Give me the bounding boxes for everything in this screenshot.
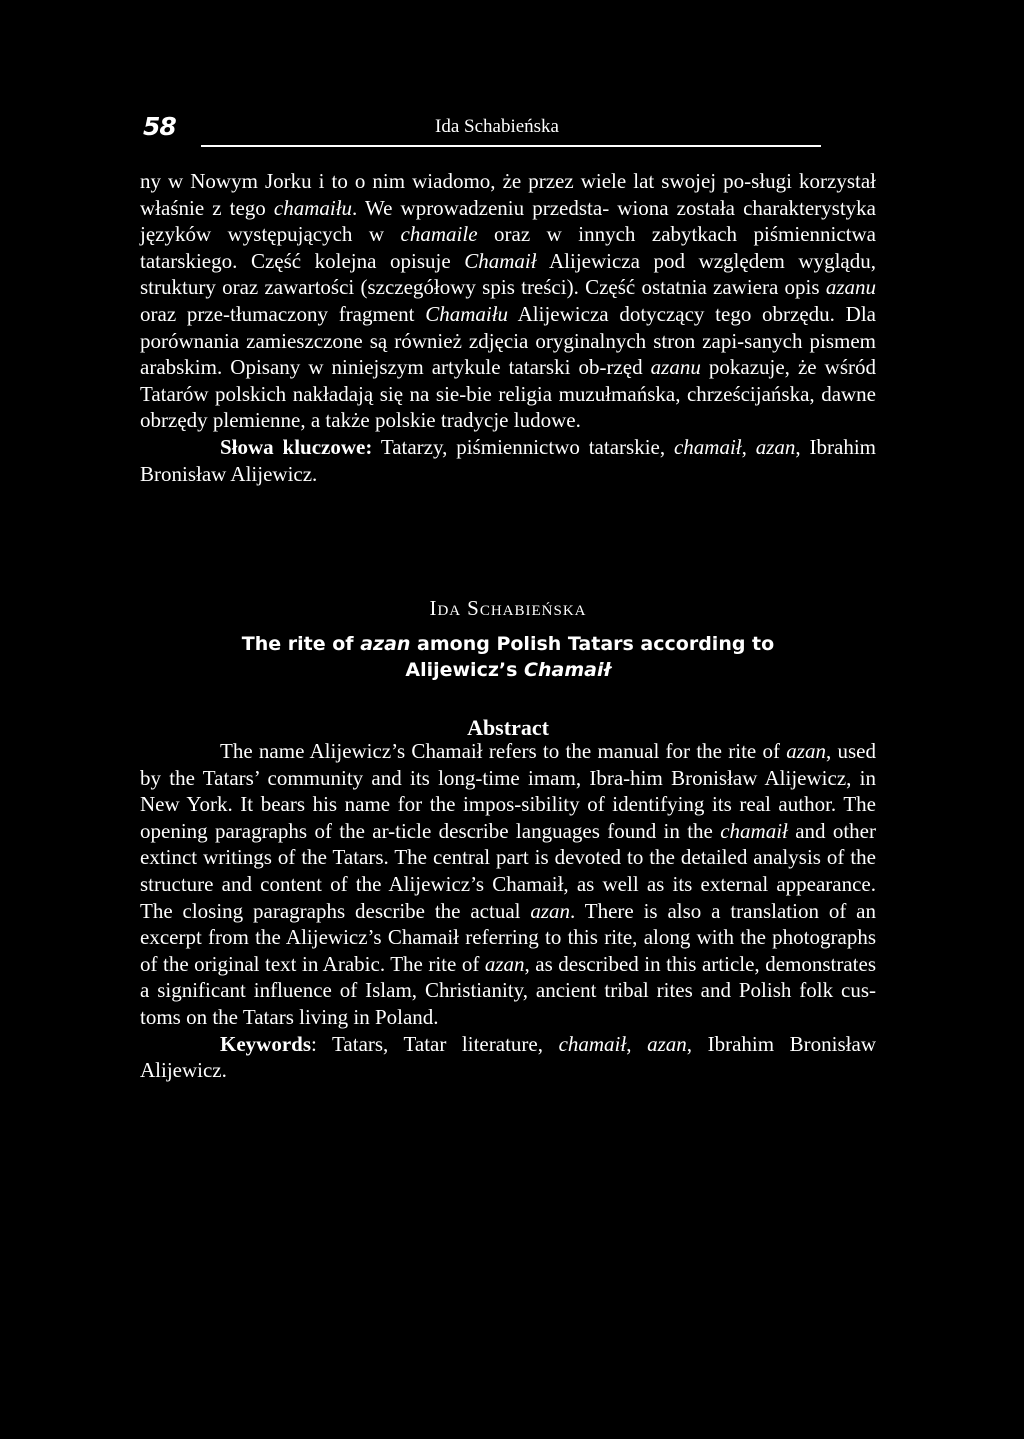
article-title bbox=[140, 631, 876, 683]
polish-keywords bbox=[140, 434, 876, 487]
page-number: 58 bbox=[143, 112, 176, 141]
italic-term: azanu bbox=[650, 355, 701, 380]
text-run: , Ibrahim Bronisław Alijewicz. bbox=[140, 1031, 876, 1083]
text-run: , bbox=[626, 1031, 648, 1056]
text-run: The name Alijewicz’s Chamaił refers to the manual for the rite of bbox=[220, 739, 787, 763]
polish-abstract bbox=[140, 168, 876, 487]
text-run: oraz w innych zabytkach piśmiennictwa tatarskiego. Część kolejna opisuje bbox=[140, 222, 876, 273]
text-run: ny w Nowym Jorku i to o nim wiadomo, że przez wiele lat swojej po- bbox=[140, 169, 752, 193]
author-smallcaps: DA bbox=[437, 603, 462, 619]
text-run: wiona została charakterystyka języków występujących w bbox=[140, 195, 877, 247]
italic-term: chamaił bbox=[558, 1031, 627, 1056]
text-run: and other extinct writings of the Tatars. The central part is devoted to the detailed analysis of the structure and content of the Alijewicz’s Chamaił, as well as its external appearance. The closing paragraphs describe the actual bbox=[140, 818, 876, 923]
italic-term: chamaiłu bbox=[273, 195, 353, 220]
text-run: , used by the Tatars’ community and its long-time imam, Ibra-him Bronisław Alijewicz, in New York. It bears his name for the impos-sibility of identifying its real author. The opening paragraphs of the ar-ticle describe languages found in the bbox=[140, 739, 877, 843]
text-run: Alijewicza pod względem wyglądu, struktury oraz zawartości (szczegółowy spis treści). Część ostatnia zawiera opis bbox=[140, 248, 876, 300]
italic-term: azan bbox=[530, 898, 571, 923]
author-name bbox=[140, 596, 876, 623]
polish-abstract-paragraph bbox=[140, 168, 876, 434]
english-title-block bbox=[140, 596, 876, 743]
text-run: : Tatars, Tatar literature, bbox=[311, 1031, 559, 1056]
english-abstract bbox=[140, 738, 876, 1084]
text-run: , Ibrahim Bronisław Alijewicz. bbox=[140, 434, 877, 486]
italic-term: azan bbox=[647, 1031, 687, 1056]
italic-term: Chamaił bbox=[464, 248, 537, 273]
text-run: sługi korzystał właśnie z tego bbox=[140, 169, 876, 220]
page-header bbox=[143, 112, 821, 148]
text-run: Alijewicz’s bbox=[405, 659, 525, 681]
text-run: Alijewicza dotyczący tego obrzędu. Dla porównania zamieszczone są również zdjęcia oryginalnych stron zapi-sanych pismem arabskim. Opisany w niniejszym artykule tatarski ob-rzęd bbox=[140, 301, 876, 380]
author-initial: I bbox=[429, 596, 438, 620]
text-run: The rite of bbox=[241, 633, 361, 655]
italic-term: Chamaił bbox=[524, 659, 611, 681]
author-smallcaps: CHABIEŃSKA bbox=[479, 603, 587, 619]
italic-term: Chamaiłu bbox=[425, 301, 509, 326]
header-rule bbox=[201, 145, 821, 147]
text-run: . We wprowadzeniu przedsta- bbox=[352, 195, 610, 220]
author-initial: S bbox=[467, 596, 480, 620]
italic-term: chamaile bbox=[400, 222, 478, 247]
english-abstract-paragraph bbox=[140, 738, 876, 1031]
italic-term: azan bbox=[755, 434, 796, 459]
keywords-label: Keywords bbox=[220, 1031, 311, 1056]
italic-term: azan bbox=[360, 633, 411, 655]
abstract-heading: Abstract bbox=[467, 715, 549, 740]
keywords-label: Słowa kluczowe: bbox=[220, 434, 373, 459]
text-run: pokazuje, że wśród Tatarów polskich nakładają się na sie-bie religia muzułmańska, chrześcijańska, dawne obrzędy plemienne, a także polskie tradycje ludowe. bbox=[140, 355, 876, 433]
italic-term: azanu bbox=[825, 275, 876, 300]
english-keywords bbox=[140, 1031, 876, 1084]
text-run: oraz prze-tłumaczony fragment bbox=[140, 301, 426, 326]
italic-term: azan bbox=[484, 951, 525, 976]
text-run: . There is also a translation of an excerpt from the Alijewicz’s Chamaił referring to this rite, along with the photographs of the original text in Arabic. The rite of bbox=[140, 898, 876, 976]
italic-term: chamaił bbox=[673, 434, 742, 459]
italic-term: chamaił bbox=[720, 818, 788, 843]
text-run: among Polish Tatars according to bbox=[410, 633, 775, 655]
text-run: Tatarzy, piśmiennictwo tatarskie, bbox=[372, 434, 674, 459]
text-run: , bbox=[741, 434, 756, 459]
running-head: Ida Schabieńska bbox=[435, 116, 559, 137]
italic-term: azan bbox=[786, 739, 826, 763]
text-run: , as described in this article, demonstrates a significant influence of Islam, Christianity, ancient tribal rites and Polish folk cus-toms on the Tatars living in Poland. bbox=[140, 951, 876, 1029]
